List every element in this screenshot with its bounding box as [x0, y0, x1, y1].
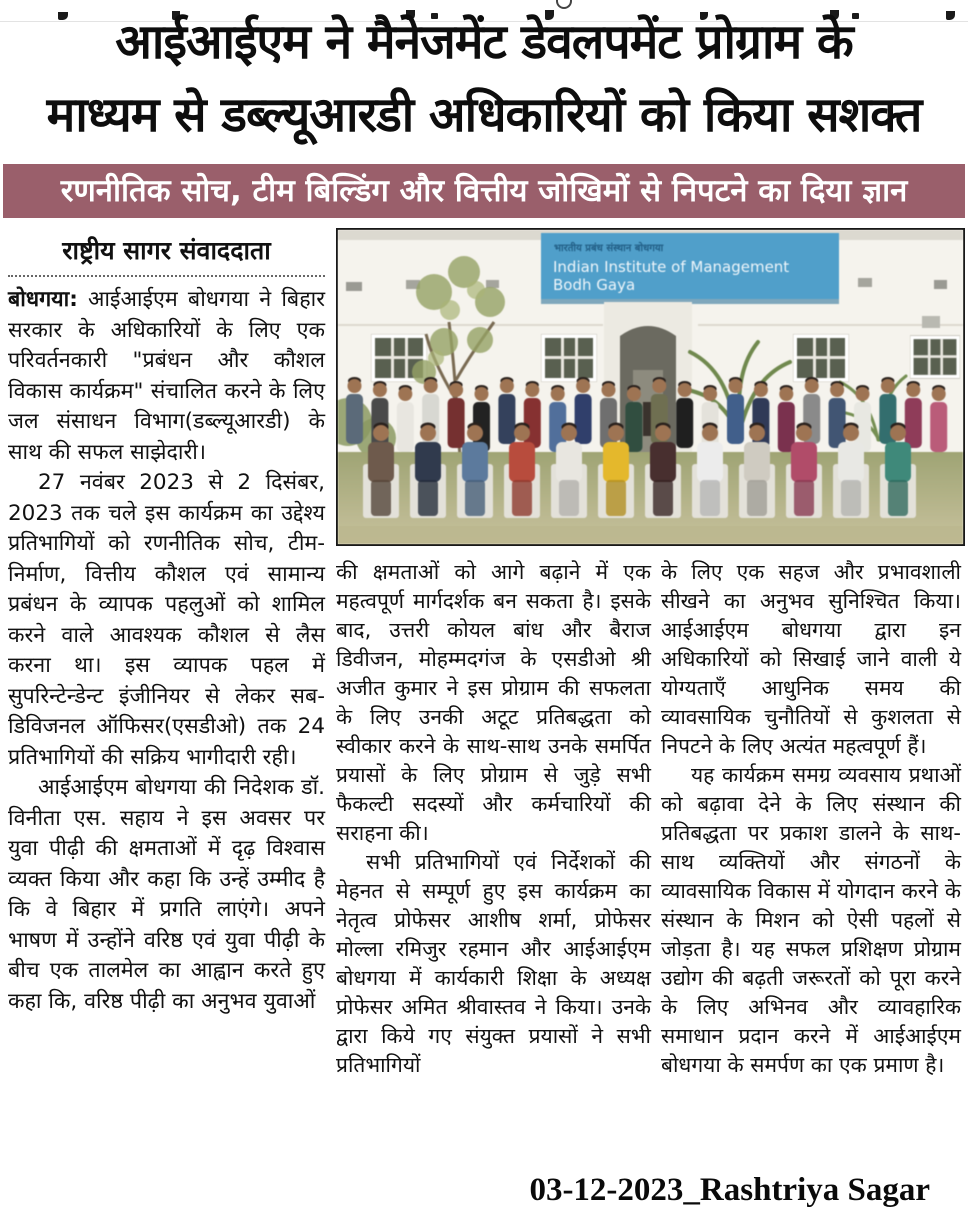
source-credit: 03-12-2023_Rashtriya Sagar: [529, 1172, 930, 1208]
paragraph: [8, 285, 325, 468]
window: [541, 334, 597, 382]
person-standing: [702, 385, 719, 452]
paragraph: सभी प्रतिभागियों एवं निर्देशकों की मेहनत से सम्पूर्ण हुए इस कार्यक्रम का नेतृत्व प्रोफेसर आशीष शर्मा, प्रोफेसर मोल्ला रमिजुर रहमान और आईआईएम बोधगया में कार्यकारी शिक्षा के अध्यक्ष प्रोफेसर अमित श्रीवास्तव ने किया। उनके द्वारा किये गए संयुक्त प्रयासों ने सभी प्रतिभागियों: [336, 850, 651, 1077]
person-standing: [829, 381, 846, 448]
person-standing: [930, 385, 947, 452]
paragraph: यह कार्यक्रम समग्र व्यवसाय प्रथाओं को बढ़ावा देने के लिए संस्थान की प्रतिबद्धता पर प्रकाश डालने के साथ-साथ व्यक्तियों और संगठनों के व्यावसायिक विकास में योगदान करने के संस्थान के मिशन को ऐसी पहलों से जोड़ता है। यह सफल प्रशिक्षण प्रोग्राम उद्योग की बढ़ती जरूरतों को पूरा करने के लिए अभिनव और व्यावहारिक समाधान प्रदान करने में आईआईएम बोधगया के समर्पण का एक प्रमाण है।: [661, 763, 961, 1077]
person-standing: [549, 385, 566, 452]
dateline: बोधगया:: [8, 287, 78, 312]
headline-line-1: आईआईएम ने मैनेजमेंट डेवलपमेंट प्रोग्राम के: [115, 14, 853, 70]
sign-english-line2: Bodh Gaya: [553, 276, 636, 294]
person-standing: [727, 377, 744, 444]
sign-english-line1: Indian Institute of Management: [553, 258, 790, 276]
institute-signboard: [541, 233, 839, 304]
person-standing: [346, 377, 363, 444]
paragraph-text: आईआईएम बोधगया ने बिहार सरकार के अधिकारियों के लिए एक परिवर्तनकारी "प्रबंधन और कौशल विकास कार्यक्रम" संचालित करने के लिए जल संसाधन विभाग(डब्ल्यूआरडी) के साथ की सफल साझेदारी।: [8, 287, 325, 465]
byline: राष्ट्रीय सागर संवाददाता: [8, 232, 325, 277]
person-standing: [498, 377, 515, 444]
headline: [4, 6, 964, 152]
subheadline-banner: रणनीतिक सोच, टीम बिल्डिंग और वित्तीय जोखिमों से निपटने का दिया ज्ञान: [3, 164, 965, 218]
column-1: [8, 232, 325, 1017]
group-photo: [336, 228, 965, 546]
person-standing: [448, 381, 465, 448]
article-body: [0, 228, 968, 1224]
person-standing: [854, 385, 871, 452]
paragraph: की क्षमताओं को आगे बढ़ाने में एक महत्वपूर्ण मार्गदर्शक बन सकता है। इसके बाद, उत्तरी कोयल बांध और बैराज डिवीजन, मोहम्मदगंज के एसडीओ श्री अजीत कुमार ने इस प्रोग्राम की सफलता के लिए उनकी अटूट प्रतिबद्धता को स्वीकार करने के साथ-साथ उनके समर्पित प्रयासों के लिए प्रोग्राम से जुड़े सभी फैकल्टी सदस्यों और कर्मचारियों की सराहना की।: [336, 560, 651, 845]
headline-line-2: माध्यम से डब्ल्यूआरडी अधिकारियों को किया सशक्त: [46, 87, 922, 143]
person-standing: [625, 385, 642, 452]
person-standing: [397, 385, 414, 452]
person-standing: [676, 381, 693, 448]
paragraph: के लिए एक सहज और प्रभावशाली सीखने का अनुभव सुनिश्चित किया। आईआईएम बोधगया द्वारा इन अधिकारियों को सिखाई जाने वाली ये योग्यताएँ आधुनिक समय की व्यावसायिक चुनौतियों से कुशलता से निपटने के लिए अत्यंत महत्वपूर्ण हैं।: [661, 560, 961, 758]
sign-hindi-text: भारतीय प्रबंध संस्थान बोधगया: [554, 243, 664, 254]
paragraph: 27 नवंबर 2023 से 2 दिसंबर, 2023 तक चले इस कार्यक्रम का उद्देश्य प्रतिभागियों को रणनीतिक सोच, टीम-निर्माण, वित्तीय कौशल एवं सामान्य प्रबंधन के व्यापक पहलुओं को शामिल करने वाले आवश्यक कौशल से लैस करना था। इस व्यापक पहल में सुपरिन्टेन्डेन्ट इंजीनियर से लेकर सब-डिविजनल ऑफिसर(एसडीओ) तक 24 प्रतिभागियों की सक्रिय भागीदारी रही।: [8, 470, 325, 770]
photo-illustration: [338, 230, 963, 544]
person-standing: [575, 377, 592, 444]
window: [793, 334, 849, 382]
column-3: [661, 558, 961, 1080]
person-standing: [905, 381, 922, 448]
paragraph: आईआईएम बोधगया की निदेशक डॉ. विनीता एस. सहाय ने इस अवसर पर युवा पीढ़ी की क्षमताओं में दृढ़ विश्वास व्यक्त किया और कहा कि उन्हें उम्मीद है कि वे बिहार में प्रगति लाएंगे। अपने भाषण में उन्होंने वरिष्ठ एवं युवा पीढ़ी के बीच एक तालमेल का आह्वान करते हुए कहा कि, वरिष्ठ पीढ़ी का अनुभव युवाओं: [8, 775, 325, 1014]
window: [910, 336, 960, 379]
column-2: [336, 558, 651, 1080]
person-standing: [473, 385, 490, 452]
person-standing: [778, 385, 795, 452]
